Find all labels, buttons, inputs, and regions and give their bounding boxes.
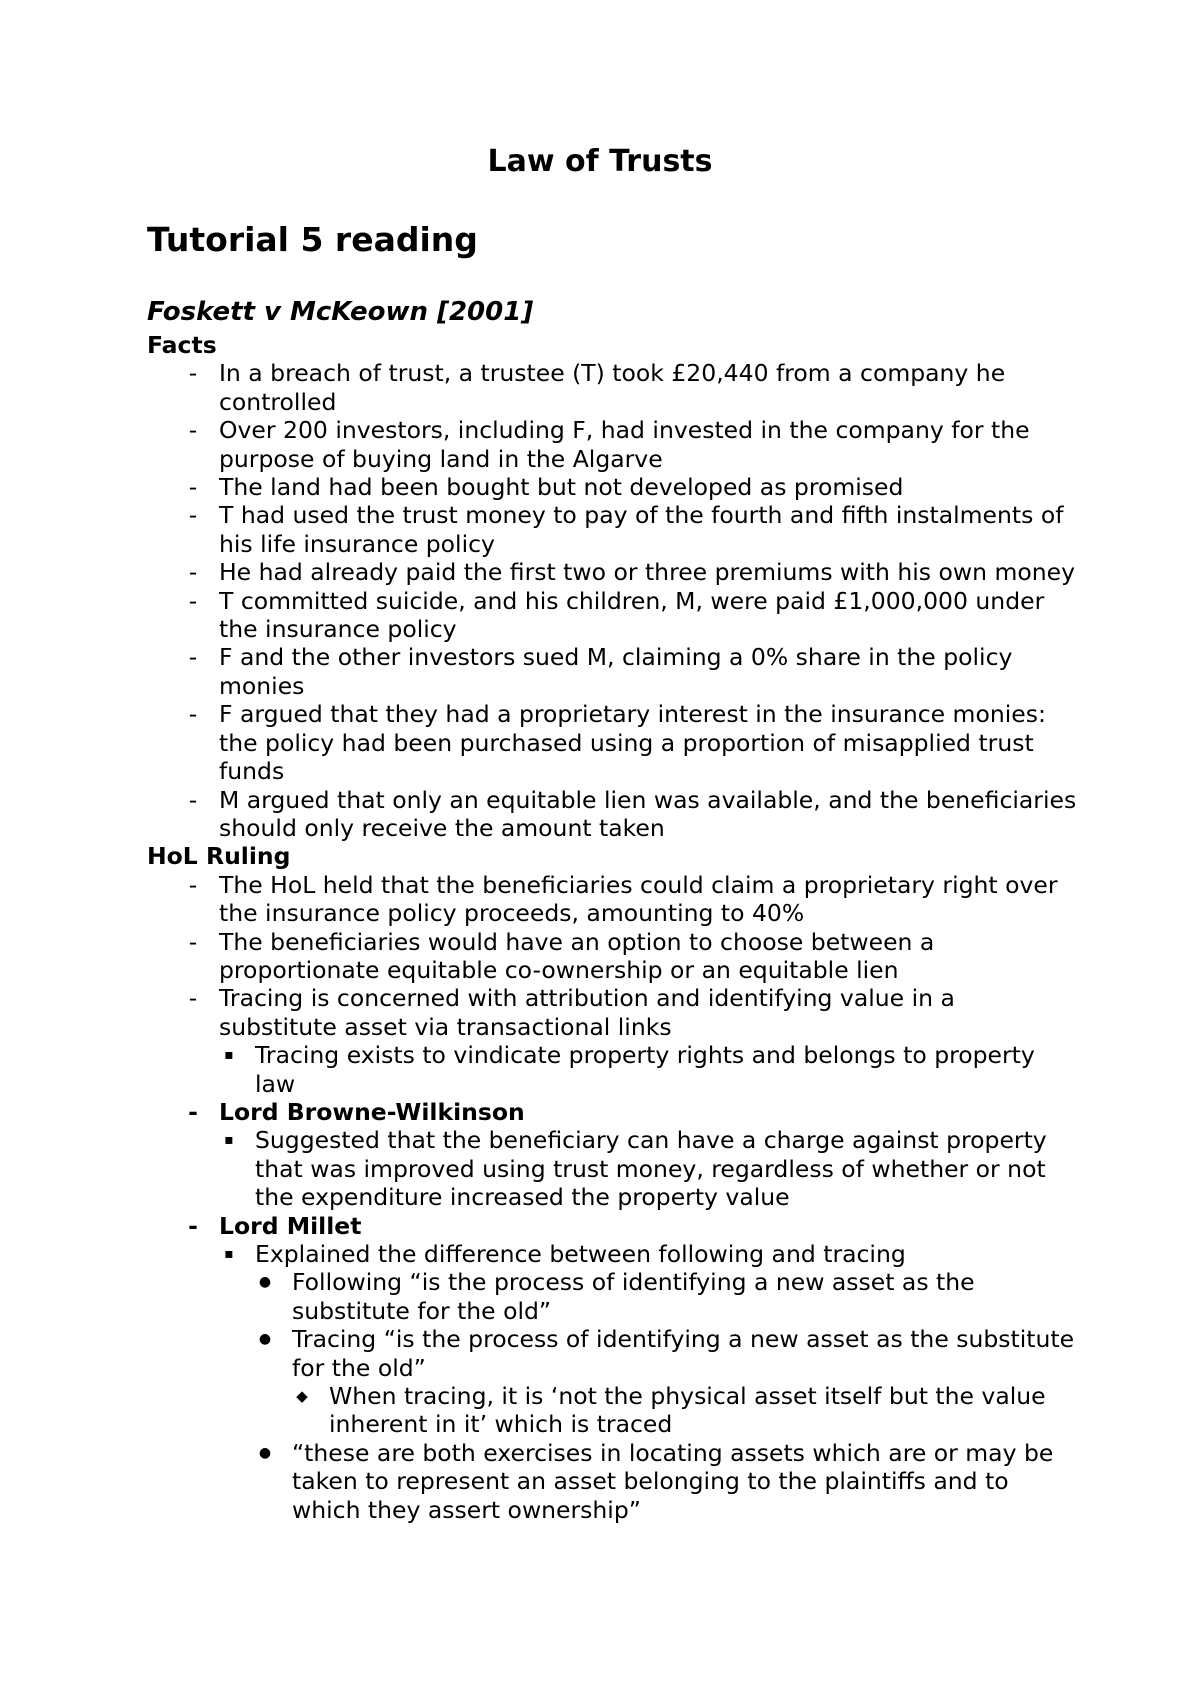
- dash-bullet-icon: -: [188, 473, 198, 502]
- list-item: - T had used the trust money to pay of the fourth and fifth instalments of his life insurance policy: [147, 501, 1077, 558]
- list-item: - The HoL held that the beneficiaries could claim a proprietary right over the insurance policy proceeds, amounting to 40%: [147, 871, 1077, 928]
- dash-bullet-icon: -: [188, 416, 198, 445]
- dash-bullet-icon: -: [188, 870, 198, 899]
- list-item: - T committed suicide, and his children, M, were paid £1,000,000 under the insurance policy: [147, 587, 1077, 644]
- list-item: ▪ Tracing exists to vindicate property rights and belongs to property law: [147, 1041, 1077, 1098]
- dash-bullet-icon: -: [188, 700, 198, 729]
- dash-bullet-icon: -: [188, 1097, 198, 1126]
- lord-browne-wilkinson-heading: - Lord Browne-Wilkinson: [147, 1098, 1077, 1126]
- list-item: ▪ Suggested that the beneficiary can have a charge against property that was improved using trust money, regardless of whether or not the expenditure increased the property value: [147, 1126, 1077, 1211]
- list-item: ● Following “is the process of identifying a new asset as the substitute for the old”: [147, 1268, 1077, 1325]
- facts-list: [147, 359, 1077, 842]
- dot-bullet-icon: ●: [258, 1444, 272, 1461]
- list-item: - M argued that only an equitable lien was available, and the beneficiaries should only receive the amount taken: [147, 786, 1077, 843]
- list-item: ▪ Explained the difference between following and tracing: [147, 1240, 1077, 1268]
- document-body: [147, 331, 1077, 1524]
- list-item: - The beneficiaries would have an option to choose between a proportionate equitable co-ownership or an equitable lien: [147, 928, 1077, 985]
- dot-bullet-icon: ●: [258, 1331, 272, 1348]
- tutorial-heading: Tutorial 5 reading: [147, 220, 478, 259]
- list-item: ◆ When tracing, it is ‘not the physical asset itself but the value inherent in it’ which is traced: [147, 1382, 1077, 1439]
- list-item: ● “these are both exercises in locating assets which are or may be taken to represent an asset belonging to the plaintiffs and to which they assert ownership”: [147, 1439, 1077, 1524]
- dash-bullet-icon: -: [188, 586, 198, 615]
- case-title: Foskett v McKeown [2001]: [147, 297, 534, 327]
- list-item: - In a breach of trust, a trustee (T) took £20,440 from a company he controlled: [147, 359, 1077, 416]
- dash-bullet-icon: -: [188, 359, 198, 388]
- list-item: - F and the other investors sued M, claiming a 0% share in the policy monies: [147, 643, 1077, 700]
- square-bullet-icon: ▪: [224, 1246, 234, 1262]
- dot-bullet-icon: ●: [258, 1274, 272, 1291]
- dash-bullet-icon: -: [188, 927, 198, 956]
- square-bullet-icon: ▪: [224, 1047, 234, 1064]
- list-item: - F argued that they had a proprietary interest in the insurance monies: the policy had been purchased using a proportion of misapplied trust funds: [147, 700, 1077, 785]
- dash-bullet-icon: -: [188, 643, 198, 672]
- dash-bullet-icon: -: [188, 1211, 198, 1240]
- square-bullet-icon: ▪: [224, 1132, 234, 1149]
- list-item: ● Tracing “is the process of identifying a new asset as the substitute for the old”: [147, 1325, 1077, 1382]
- ruling-heading: HoL Ruling: [147, 842, 291, 871]
- list-item: - He had already paid the first two or three premiums with his own money: [147, 558, 1077, 586]
- dash-bullet-icon: -: [188, 984, 198, 1013]
- dash-bullet-icon: -: [188, 558, 198, 587]
- document-title: Law of Trusts: [487, 144, 713, 179]
- lord-millet-heading: - Lord Millet: [147, 1212, 1077, 1240]
- facts-heading: Facts: [147, 331, 217, 359]
- diamond-bullet-icon: ◆: [296, 1387, 308, 1406]
- list-item: - Tracing is concerned with attribution and identifying value in a substitute asset via transactional links: [147, 984, 1077, 1041]
- ruling-list: [147, 871, 1077, 1524]
- list-item: - Over 200 investors, including F, had invested in the company for the purpose of buying land in the Algarve: [147, 416, 1077, 473]
- dash-bullet-icon: -: [188, 785, 198, 814]
- list-item: - The land had been bought but not developed as promised: [147, 473, 1077, 501]
- dash-bullet-icon: -: [188, 501, 198, 530]
